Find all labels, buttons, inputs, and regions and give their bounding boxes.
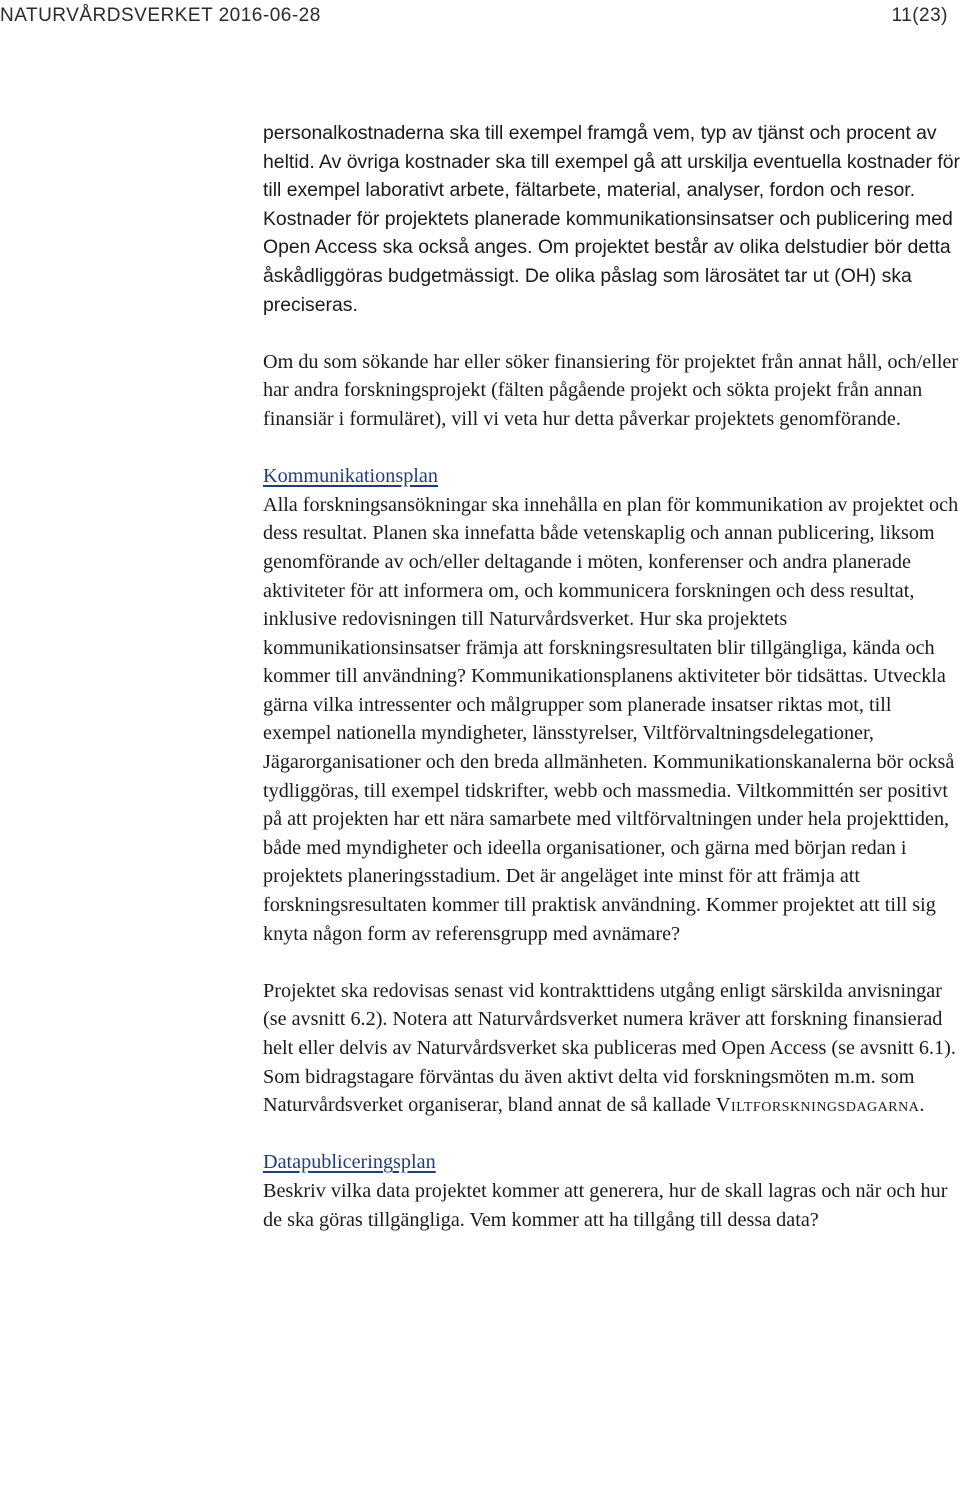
data-publication-plan-text: Beskriv vilka data projektet kommer att generera, hur de skall lagras och när och hur de ska göras tillgängliga. Vem kommer att ha tillgång till dessa data? [263,1179,948,1231]
budget-paragraph: personalkostnaderna ska till exempel framgå vem, typ av tjänst och procent av heltid. Av övriga kostnader ska till exempel gå att urskilja eventuella kostnader för till exempel laborativt arbete, fältarbete, material, analyser, fordon och resor. Kostnader för projektets planerade kommunikationsinsatser och publicering med Open Access ska också anges. Om projektet består av olika delstudier bör detta åskådliggöras budgetmässigt. De olika påslag som lärosätet tar ut (OH) ska preciseras. [263,122,960,316]
header-date: 2016-06-28 [218,5,321,26]
financing-paragraph: Om du som sökande har eller söker finansiering för projektet från annat håll, och/eller har andra forskningsprojekt (fälten pågående projekt och sökta projekt från annan finansiär i formuläret), vill vi veta hur detta påverkar projektets genomförande. [263,350,959,430]
paragraph-gap [263,434,960,463]
header-organization: NATURVÅRDSVERKET [0,5,213,26]
header-page-number: 11(23) [891,5,948,26]
paragraph-gap [263,948,960,977]
communication-plan-text: Alla forskningsansökningar ska innehålla en plan för kommunikation av projektet och dess resultat. Planen ska innefatta både vetenskaplig och annan publicering, liksom genomförande av och/eller deltagande i möten, konferenser och andra planerade aktiviteter för att informera om, och kommunicera forskningen och dess resultat, inklusive redovisningen till Naturvårdsverket. Hur ska projektets kommunikationsinsatser främja att forskningsresultaten blir tillgängliga, kända och kommer till användning? Kommunikationsplanens aktiviteter bör tidsättas. Utveckla gärna vilka intressenter och målgrupper som planerade insatser riktas mot, till exempel nationella myndigheter, länsstyrelser, Viltförvaltningsdelegationer, Jägarorganisationer och den breda allmänheten. Kommunikationskanalerna bör också tydliggöras, till exempel tidskrifter, webb och massmedia. Viltkommittén ser positivt på att projekten har ett nära samarbete med viltförvaltningen under hela projekttiden, både med myndigheter och ideella organisationer, och gärna med början redan i projektets planeringsstadium. Det är angeläget inte minst för att främja att forskningsresultaten kommer till praktisk användning. Kommer projektet att till sig knyta någon form av referensgrupp med avnämare? [263,493,959,945]
document-body [263,119,960,1234]
page-header [0,4,948,28]
paragraph-gap [263,319,960,348]
reporting-term: Viltforskningsdagarna. [715,1094,925,1117]
header-left [0,5,321,27]
communication-plan-heading: Kommunikationsplan [263,465,438,488]
data-publication-plan-heading: Datapubliceringsplan [263,1151,436,1174]
reporting-paragraph [263,977,960,1120]
reporting-text: Projektet ska redovisas senast vid kontrakttidens utgång enligt särskilda anvisningar (se avsnitt 6.2). Notera att Naturvårdsverket numera kräver att forskning finansierad helt eller delvis av Naturvårdsverket ska publiceras med Open Access (se avsnitt 6.1). Som bidragstagare förväntas du även aktivt delta vid forskningsmöten m.m. som Naturvårdsverket organiserar, bland annat de så kallade [263,979,956,1117]
paragraph-gap [263,1120,960,1149]
